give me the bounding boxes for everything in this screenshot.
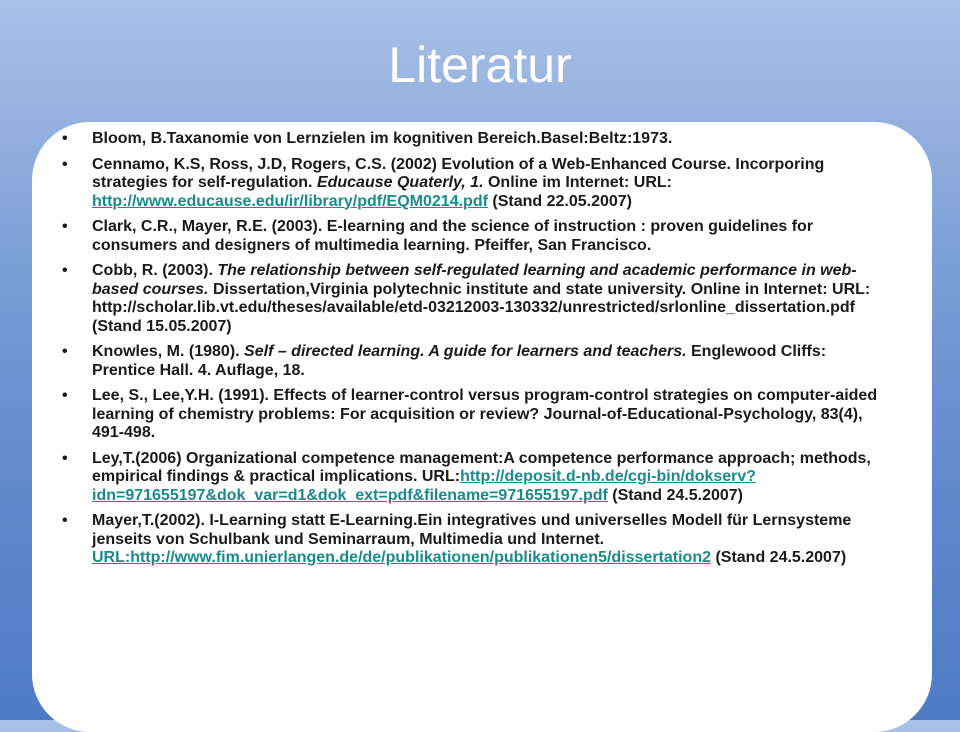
reference-text: Cennamo, K.S, Ross, J.D, Rogers, C.S. (2002) Evolution of a Web-Enhanced Course. Incorporing strategies for self-regulation.: [92, 155, 825, 191]
reference-item-ley: [60, 450, 890, 506]
reference-item-lee: [60, 387, 890, 443]
reference-link[interactable]: http://deposit.d-nb.de/cgi-bin/dokserv?idn=971655197&dok_var=d1&dok_ext=pdf&filename=971655197.pdf: [92, 468, 757, 504]
reference-text: Ley,T.(2006) Organizational competence management:A competence performance approach; methods, empirical findings & practical implications. URL:: [92, 449, 871, 485]
slide-title: Literatur: [388, 37, 572, 93]
reference-date: (Stand 24.5.2007): [711, 549, 847, 566]
reference-text: Lee, S., Lee,Y.H. (1991). Effects of learner-control versus program-control strategies on computer-aided learning of chemistry problems: For acquisition or review? Journal-of-Educational-Psychology, 83(4), 491-498.: [92, 387, 878, 441]
reference-text: Dissertation,Virginia polytechnic institute and state university. Online in Internet: URL: http://scholar.lib.vt.edu/theses/available/etd-03212003-130332/unrestricted/srlonline_dissertation.pdf (Stand 15.05.2007): [92, 280, 871, 335]
reference-item-clark: [60, 218, 890, 255]
reference-item-knowles: [60, 343, 890, 380]
reference-journal: Educause Quaterly, 1.: [316, 174, 484, 191]
reference-date: (Stand 22.05.2007): [487, 192, 632, 210]
reference-item-mayer: [60, 512, 890, 568]
reference-title: Self – directed learning. A guide for learners and teachers.: [244, 343, 687, 360]
reference-text: Clark, C.R., Mayer, R.E. (2003). E-learning and the science of instruction : proven guidelines for consumers and designers of multimedia learning. Pfeiffer, San Francisco.: [92, 218, 814, 254]
reference-list: [60, 130, 890, 575]
reference-item-bloom: [60, 130, 890, 149]
reference-item-cennamo: [60, 156, 890, 212]
reference-title: The relationship between self-regulated learning and academic performance in web-based courses.: [92, 262, 857, 298]
reference-date: (Stand 24.5.2007): [607, 486, 743, 504]
reference-link[interactable]: URL:http://www.fim.unierlangen.de/de/publikationen/publikationen5/dissertation2: [92, 549, 711, 566]
reference-text: Bloom, B.Taxanomie von Lernzielen im kognitiven Bereich.Basel:Beltz:1973.: [92, 130, 673, 147]
reference-item-cobb: [60, 262, 890, 336]
reference-text: Cobb, R. (2003).: [92, 262, 218, 279]
reference-text: Knowles, M. (1980).: [92, 343, 245, 360]
reference-link[interactable]: http://www.educause.edu/ir/library/pdf/EQM0214.pdf: [92, 192, 488, 210]
reference-text: Mayer,T.(2002). I-Learning statt E-Learning.Ein integratives und universelles Modell für Lernsysteme jenseits von Schulbank und Seminarraum, Multimedia und Internet.: [92, 512, 852, 548]
reference-text: Englewood Cliffs: Prentice Hall. 4. Auflage, 18.: [92, 343, 827, 379]
reference-text: Online im Internet: URL:: [483, 174, 672, 191]
